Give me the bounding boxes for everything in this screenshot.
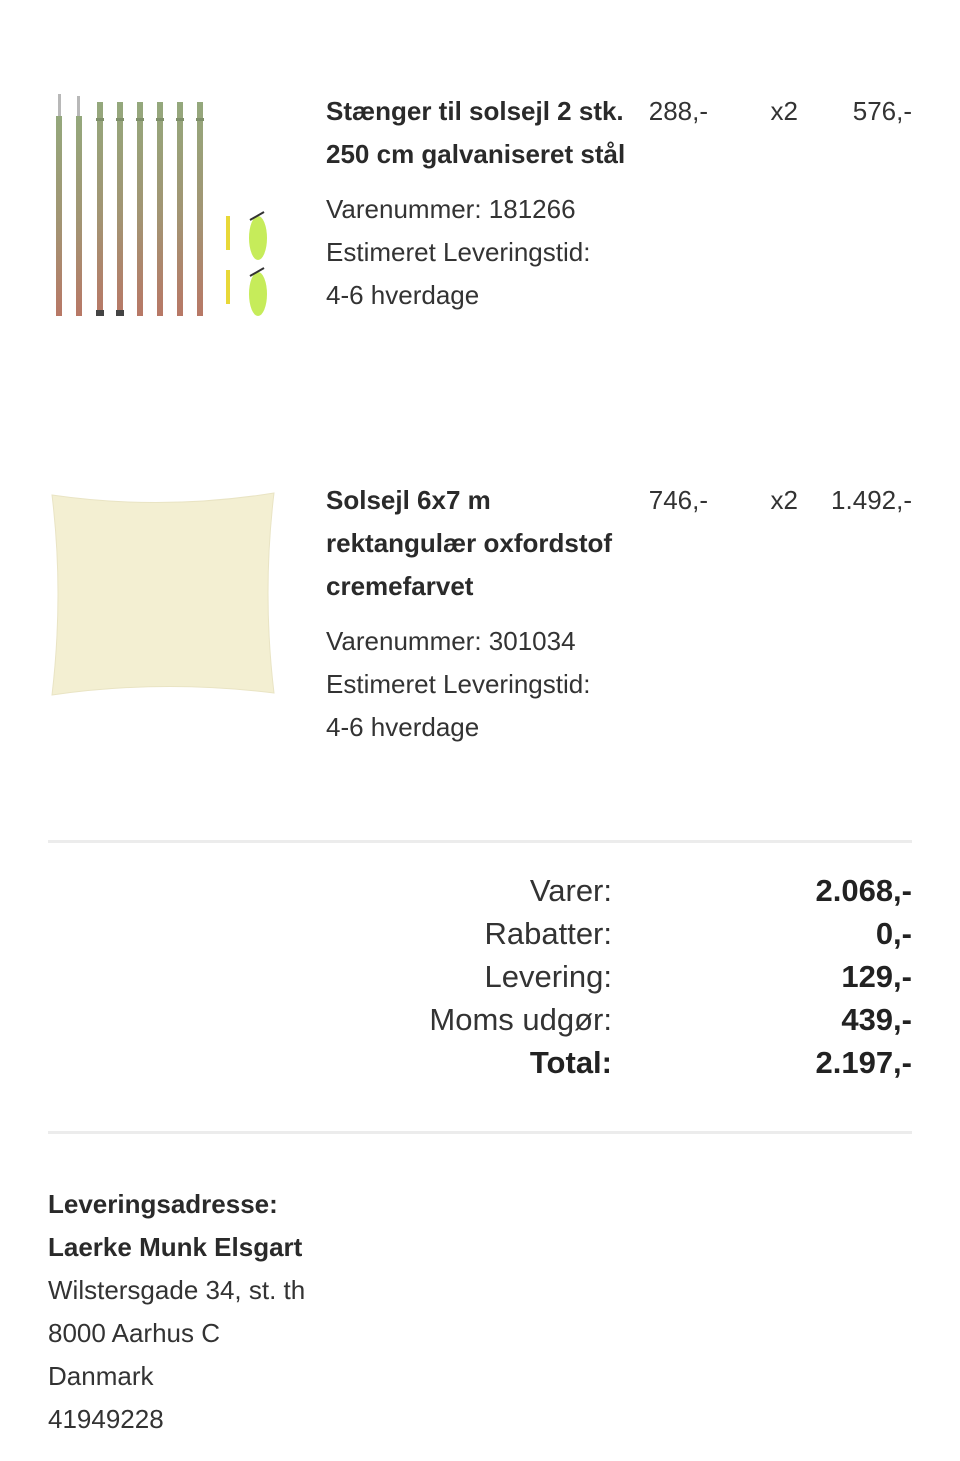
city: 8000 Aarhus C	[48, 1318, 221, 1348]
delivery-address	[48, 1183, 648, 1441]
poles-illustration	[48, 90, 278, 330]
totals-row-vat	[48, 998, 912, 1041]
totals-row-discount	[48, 912, 912, 955]
discount-value: 0,-	[875, 916, 912, 951]
item-meta	[326, 188, 626, 317]
shipping-label: Levering:	[484, 959, 612, 994]
product-name[interactable]: Stænger til solsejl 2 stk. 250 cm galvaniseret stål	[326, 96, 626, 169]
vat-label: Moms udgør:	[429, 1002, 612, 1037]
goods-value: 2.068,-	[815, 873, 912, 908]
item-info	[326, 90, 626, 317]
vat-value: 439,-	[841, 1002, 912, 1037]
goods-label: Varer:	[529, 873, 612, 908]
quantity: x2	[770, 485, 798, 515]
sku: Varenummer: 301034	[326, 626, 576, 656]
sail-illustration	[48, 489, 278, 699]
order-totals	[48, 869, 912, 1084]
delivery-value: 4-6 hverdage	[326, 280, 480, 310]
divider	[48, 840, 912, 843]
sku: Varenummer: 181266	[326, 194, 576, 224]
address-heading: Leveringsadresse:	[48, 1189, 278, 1219]
shipping-value: 129,-	[841, 959, 912, 994]
totals-row-goods	[48, 869, 912, 912]
item-meta	[326, 620, 626, 749]
delivery-value: 4-6 hverdage	[326, 712, 480, 742]
line-total: 1.492,-	[831, 485, 912, 515]
quantity: x2	[770, 96, 798, 126]
totals-row-total	[48, 1041, 912, 1084]
order-item	[48, 90, 912, 370]
product-image-sail[interactable]	[48, 489, 278, 699]
product-name[interactable]: Solsejl 6x7 m rektangulær oxfordstof cremefarvet	[326, 485, 613, 601]
item-info	[326, 479, 626, 749]
divider	[48, 1131, 912, 1134]
order-item	[48, 479, 912, 799]
discount-label: Rabatter:	[484, 916, 612, 951]
totals-row-shipping	[48, 955, 912, 998]
delivery-label: Estimeret Leveringstid:	[326, 669, 591, 699]
product-image-poles[interactable]	[48, 90, 278, 330]
unit-price: 746,-	[648, 485, 708, 515]
line-total: 576,-	[852, 96, 912, 126]
street: Wilstersgade 34, st. th	[48, 1275, 306, 1305]
phone[interactable]: 41949228	[48, 1404, 164, 1434]
unit-price: 288,-	[648, 96, 708, 126]
country: Danmark	[48, 1361, 154, 1391]
total-value: 2.197,-	[815, 1045, 912, 1080]
total-label: Total:	[529, 1045, 612, 1080]
delivery-label: Estimeret Leveringstid:	[326, 237, 591, 267]
recipient-name: Laerke Munk Elsgart	[48, 1232, 303, 1262]
